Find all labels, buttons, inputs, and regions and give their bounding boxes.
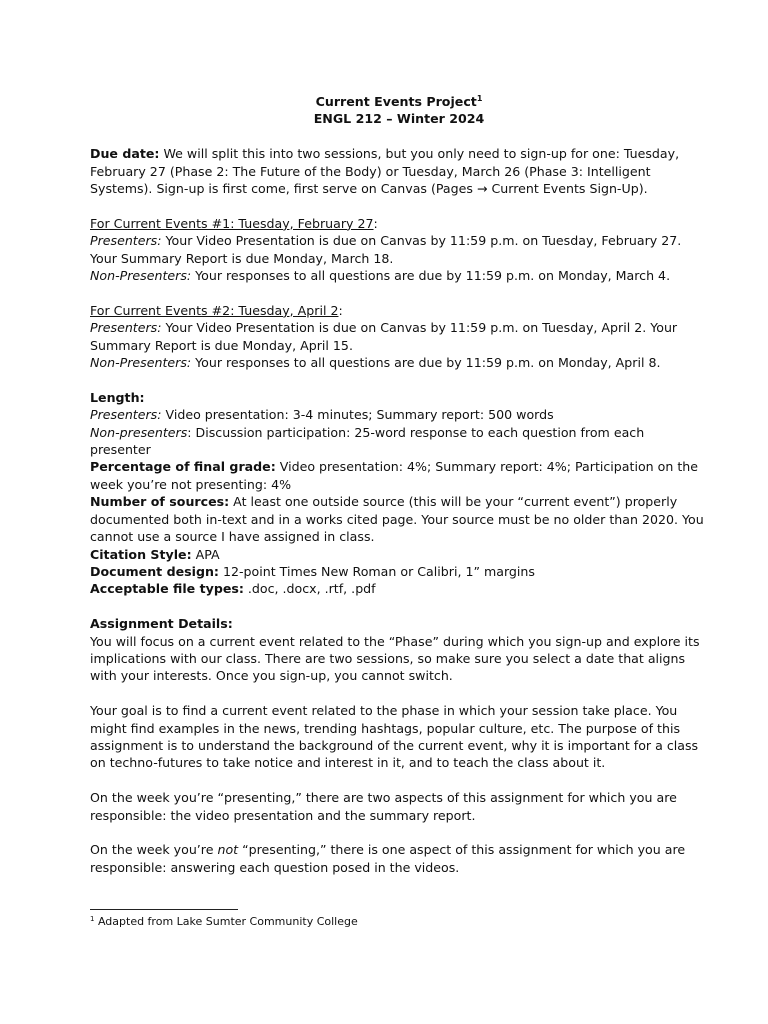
grade-label: Percentage of final grade: <box>90 459 276 475</box>
document-design <box>90 563 708 580</box>
design-text: 12-point Times New Roman or Calibri, 1” margins <box>218 563 535 579</box>
assignment-details-paragraph-2: Your goal is to find a current event related to the phase in which your session take place. You might find examples in the news, trending hashtags, popular culture, etc. The purpose of this assignment is to understand the background of the current event, why it is important for a class on techno-futures to take notice and interest in it, and to teach the class about it. <box>90 703 699 771</box>
current-events-1-presenters <box>90 232 708 267</box>
current-events-2-heading <box>90 302 708 319</box>
length-non-presenters <box>90 424 708 459</box>
sources-label: Number of sources: <box>90 494 230 510</box>
document-title <box>90 93 708 110</box>
current-events-2-presenters <box>90 319 708 354</box>
non-presenters-text: Your responses to all questions are due by 11:59 p.m. on Monday, March 4. <box>191 268 671 284</box>
current-events-1-heading-text: For Current Events #1: Tuesday, February 27 <box>90 215 374 231</box>
assignment-details-paragraph-3: On the week you’re “presenting,” there are two aspects of this assignment for which you are responsible: the video presentation and the summary report. <box>90 790 677 823</box>
p4-start: On the week you’re <box>90 842 218 858</box>
grade-text: Video presentation: 4%; Summary report: 4%; Participation on the week you’re not presenting: 4% <box>90 459 699 492</box>
p4-end: “presenting,” there is one aspect of this assignment for which you are responsible: answering each question posed in the videos. <box>90 842 686 875</box>
citation-label: Citation Style: <box>90 546 192 562</box>
current-events-1-heading <box>90 215 708 232</box>
assignment-details-paragraph-1: You will focus on a current event related to the “Phase” during which you sign-up and explore its implications with our class. There are two sessions, so make sure you select a date that aligns with your interests. Once you sign-up, you cannot switch. <box>90 633 700 684</box>
number-of-sources <box>90 493 708 545</box>
grade-percentage <box>90 458 708 493</box>
length-presenters <box>90 406 708 423</box>
course-title: ENGL 212 – Winter 2024 <box>313 111 485 127</box>
acceptable-file-types <box>90 580 708 597</box>
p4-not: not <box>217 842 239 858</box>
length-label: Length: <box>90 389 145 405</box>
presenters-label: Presenters: <box>90 320 162 336</box>
non-presenters-label: Non-Presenters: <box>90 268 192 284</box>
design-label: Document design: <box>90 563 219 579</box>
due-date-text: We will split this into two sessions, but you only need to sign-up for one: Tuesday, February 27 (Phase 2: The Future of the Body) or Tuesday, March 26 (Phase 3: Intelligent Systems). Sign-up is first come, first serve on Canvas (Pages <box>90 146 680 197</box>
footnote-divider <box>90 909 238 910</box>
due-date-text-end: Current Events Sign-Up). <box>487 181 648 197</box>
non-presenters-label: Non-presenters <box>90 424 188 440</box>
assignment-details-label: Assignment Details: <box>90 616 233 632</box>
file-types-text: .doc, .docx, .rtf, .pdf <box>243 581 376 597</box>
non-presenters-text: Your responses to all questions are due by 11:59 p.m. on Monday, April 8. <box>191 355 661 371</box>
presenters-text: Your Video Presentation is due on Canvas by 11:59 p.m. on Tuesday, April 2. Your Summary Report is due Monday, April 15. <box>90 320 678 353</box>
sources-text: At least one outside source (this will be your “current event”) properly documented both in-text and in a works cited page. Your source must be no older than 2020. You cannot use a source I have assigned in class. <box>90 494 704 545</box>
arrow-right-icon: → <box>476 181 488 197</box>
footnote-marker: 1 <box>90 915 95 923</box>
assignment-details-heading <box>90 615 708 632</box>
presenters-label: Presenters: <box>90 233 162 249</box>
current-events-2-non-presenters <box>90 354 708 371</box>
heading-colon: : <box>338 302 343 318</box>
presenters-text: Your Video Presentation is due on Canvas by 11:59 p.m. on Tuesday, February 27. Your Summary Report is due Monday, March 18. <box>90 233 682 266</box>
presenters-text: Video presentation: 3-4 minutes; Summary report: 500 words <box>161 407 554 423</box>
due-date-label: Due date: <box>90 146 160 162</box>
title-footnote-marker: 1 <box>476 94 483 103</box>
heading-colon: : <box>373 215 378 231</box>
presenters-label: Presenters: <box>90 407 162 423</box>
citation-text: APA <box>191 546 220 562</box>
title-text: Current Events Project <box>315 94 477 109</box>
file-types-label: Acceptable file types: <box>90 581 244 597</box>
footnote <box>90 914 358 929</box>
citation-style <box>90 546 708 563</box>
non-presenters-text: : Discussion participation: 25-word response to each question from each presenter <box>90 424 645 458</box>
due-date-paragraph <box>90 145 708 197</box>
current-events-2-heading-text: For Current Events #2: Tuesday, April 2 <box>90 302 339 318</box>
non-presenters-label: Non-Presenters: <box>90 355 192 371</box>
current-events-1-non-presenters <box>90 267 708 284</box>
length-heading <box>90 389 708 406</box>
assignment-details-paragraph-4 <box>90 841 708 876</box>
footnote-text: Adapted from Lake Sumter Community College <box>94 915 358 928</box>
